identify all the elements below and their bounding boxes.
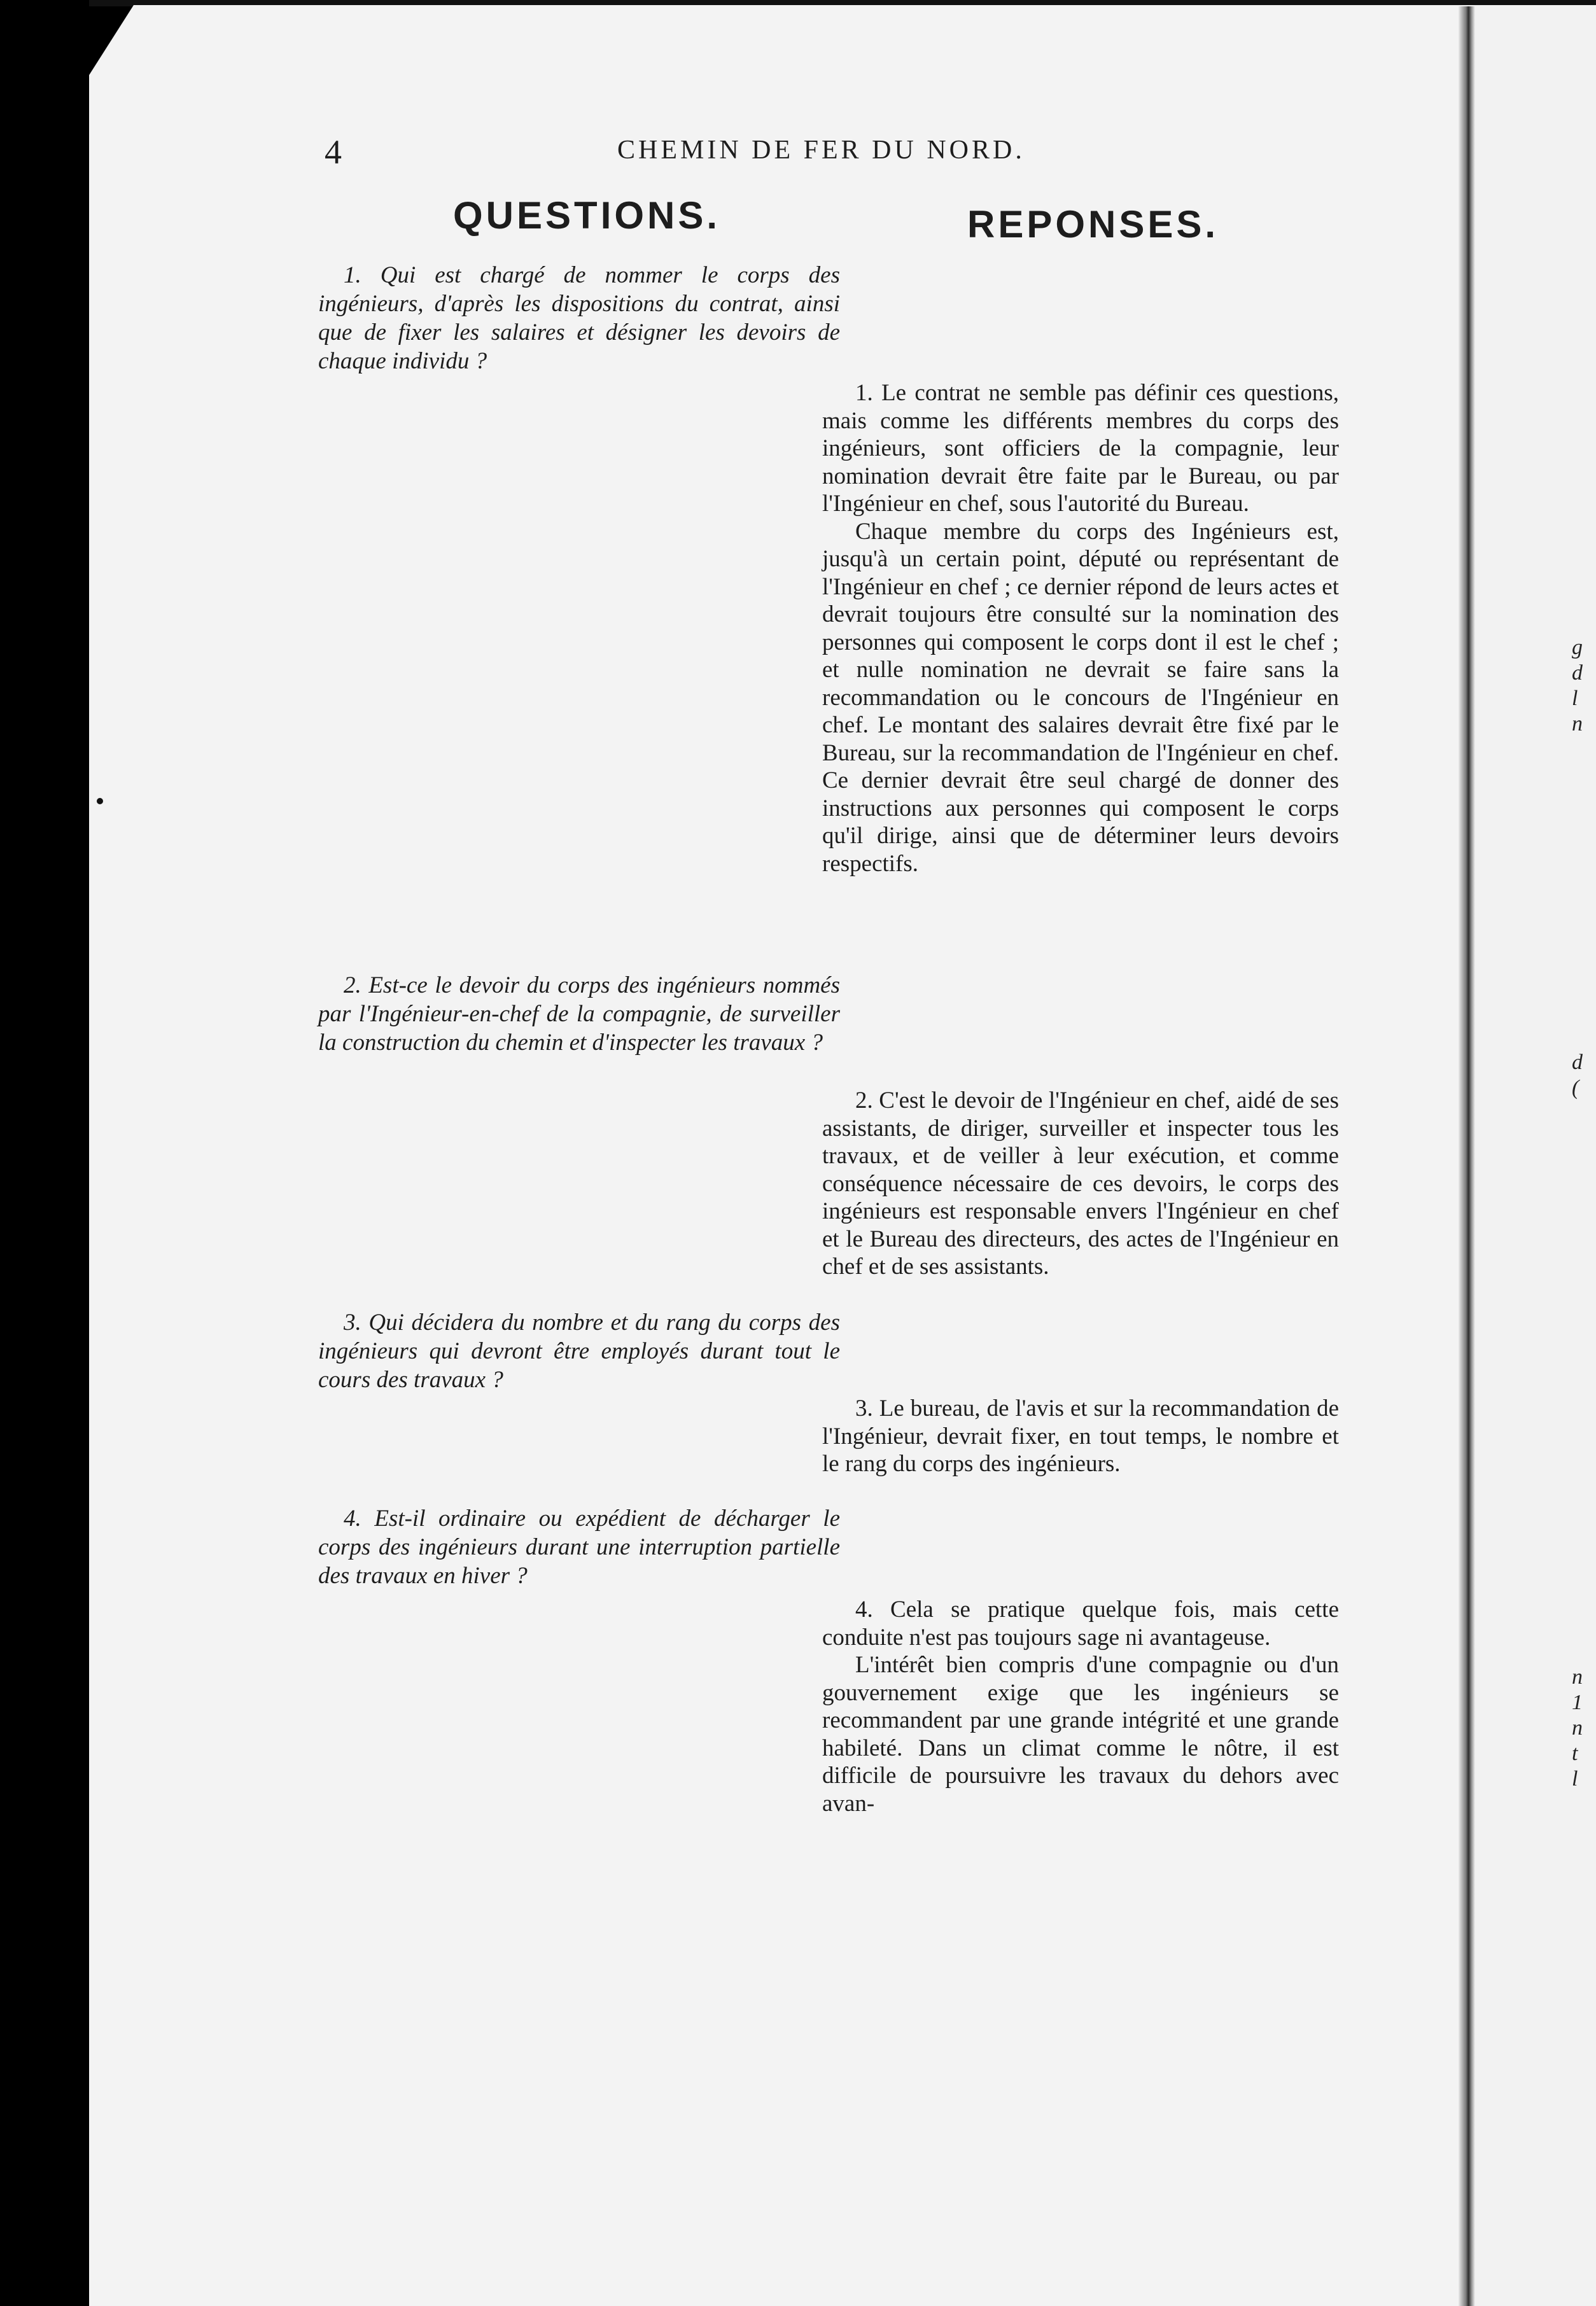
adjacent-page-text-fragment: n 1 n t l xyxy=(1572,1665,1583,1791)
question-2: 2. Est-ce le devoir du corps des ingénieurs nommés par l'Ingénieur-en-chef de la compagnie, de surveiller la construction du chemin et d'inspecter les travaux ? xyxy=(318,972,840,1056)
adjacent-page-edge xyxy=(1475,6,1596,2306)
answer-4-paragraph-1: 4. Cela se pratique quelque fois, mais cette conduite n'est pas toujours sage ni avantageuse. xyxy=(822,1597,1339,1651)
answer-1 xyxy=(822,379,1339,877)
questions-heading: QUESTIONS. xyxy=(453,194,721,237)
question-1: 1. Qui est chargé de nommer le corps des ingénieurs, d'après les dispositions du contrat, ainsi que de fixer les salaires et désigner les devoirs de chaque individu ? xyxy=(318,262,840,374)
question-3: 3. Qui décidera du nombre et du rang du corps des ingénieurs qui devront être employés durant tout le cours des travaux ? xyxy=(318,1310,840,1393)
answer-1-paragraph-2: Chaque membre du corps des Ingénieurs est, jusqu'à un certain point, député ou représentant de l'Ingénieur en chef ; ce dernier répond de leurs actes et devrait toujours être consulté sur la nomination des personnes qui composent le corps dont il est le chef ; et nulle nomination ne devrait se faire sans la recommandation ou le concours de l'Ingénieur en chef. Le montant des salaires devrait être fixé par le Bureau, sur la recommandation de l'Ingénieur en chef. Ce dernier devrait être seul chargé de donner des instructions aux personnes qui composent le corps qu'il dirige, ainsi que de déterminer leurs devoirs respectifs. xyxy=(822,518,1339,877)
question-4: 4. Est-il ordinaire ou expédient de décharger le corps des ingénieurs durant une interruption partielle des travaux en hiver ? xyxy=(318,1506,840,1589)
answer-3 xyxy=(822,1395,1339,1478)
page-number: 4 xyxy=(325,133,342,171)
adjacent-page-text-fragment: g d l n xyxy=(1572,636,1583,736)
answer-4-paragraph-2: L'intérêt bien compris d'une compagnie ou d'un gouvernement exige que les ingénieurs se recommandent par une grande intégrité et une grande habileté. Dans un climat comme le nôtre, il est difficile de poursuivre les travaux du dehors avec avan- xyxy=(822,1652,1339,1817)
answer-3-paragraph-1: 3. Le bureau, de l'avis et sur la recommandation de l'Ingénieur, devrait fixer, en tout temps, le nombre et le rang du corps des ingénieurs. xyxy=(822,1395,1339,1477)
answer-1-paragraph-1: 1. Le contrat ne semble pas définir ces questions, mais comme les différents membres du corps des ingénieurs, sont officiers de la compagnie, leur nomination devrait être faite par le Bureau, ou par l'Ingénieur en chef, sous l'autorité du Bureau. xyxy=(822,380,1339,517)
answer-2-paragraph-1: 2. C'est le devoir de l'Ingénieur en chef, aidé de ses assistants, de diriger, surveiller et inspecter tous les travaux, et de veiller à leur exécution, et comme conséquence nécessaire de ces devoirs, le corps des ingénieurs est responsable envers l'Ingénieur en chef et le Bureau des directeurs, des actes de l'Ingénieur en chef et de ses assistants. xyxy=(822,1087,1339,1280)
adjacent-page-text-fragment: d ( xyxy=(1572,1051,1583,1100)
answer-2 xyxy=(822,1087,1339,1281)
answers-heading: REPONSES. xyxy=(967,203,1219,246)
answer-4 xyxy=(822,1596,1339,1817)
running-title: CHEMIN DE FER DU NORD. xyxy=(617,136,1025,165)
